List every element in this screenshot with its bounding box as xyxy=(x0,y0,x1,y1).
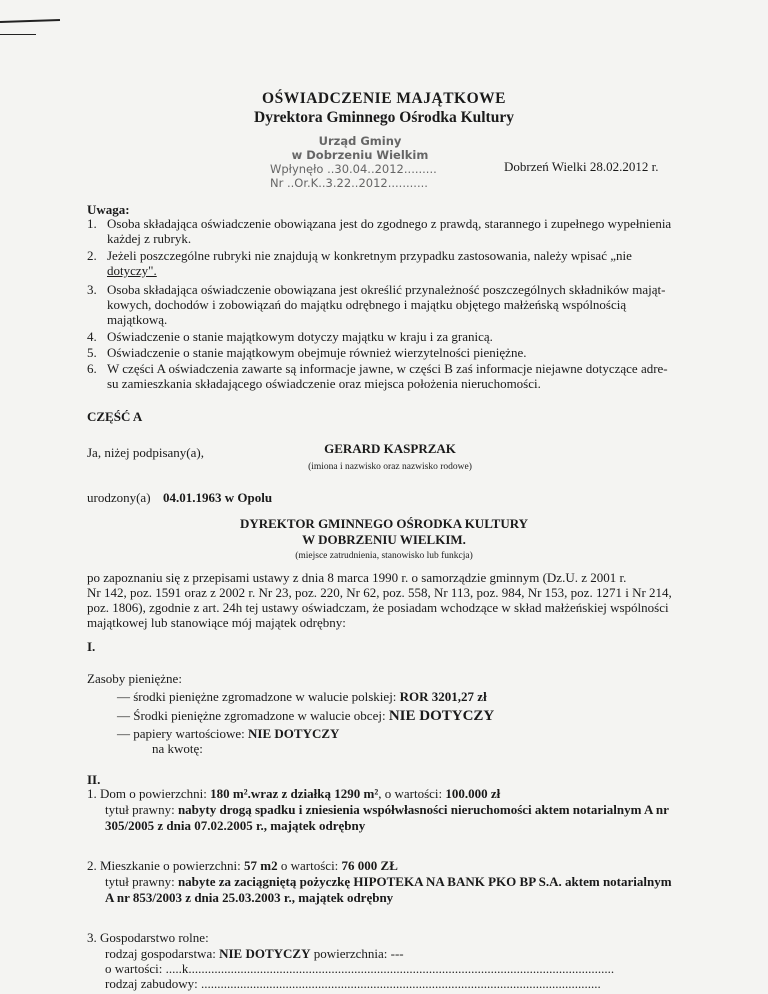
signer-name: GERARD KASPRZAK xyxy=(324,441,456,456)
flat-title-label: tytuł prawny: xyxy=(105,874,175,889)
stamp-line-4: Nr ..Or.K..3.22..2012........... xyxy=(270,176,428,190)
note-2 xyxy=(107,248,727,278)
note-line: W części A oświadczenia zawarte są informacje jawne, w części B zaś informacje niejawne dotyczące adre- xyxy=(107,361,668,376)
section-2-heading: II. xyxy=(87,772,101,787)
farm-build-line: rodzaj zabudowy: ........................................................................................................................... xyxy=(105,976,601,991)
farm-type-value: NIE DOTYCZY xyxy=(219,946,311,961)
position-line-1: DYREKTOR GMINNEGO OŚRODKA KULTURY xyxy=(239,516,529,531)
farm-area-value: --- xyxy=(390,946,404,961)
flat-row xyxy=(87,858,398,873)
flat-area: 57 m2 xyxy=(244,858,278,873)
cash-pln-value: ROR 3201,27 zł xyxy=(399,689,487,704)
position-line-2: W DOBRZENIU WIELKIM. xyxy=(302,532,466,547)
note-5 xyxy=(107,345,727,360)
house-worth-label: , o wartości: xyxy=(378,786,443,801)
note-number: 3. xyxy=(87,282,97,297)
flat-worth: 76 000 ZŁ xyxy=(341,858,398,873)
note-4 xyxy=(107,329,727,344)
signer-label: Ja, niżej podpisany(a), xyxy=(87,445,204,460)
farm-type-row xyxy=(105,946,404,961)
securities-amount-label: na kwotę: xyxy=(152,741,203,756)
note-line: dotyczy". xyxy=(107,263,157,278)
law-line: majątkowej lub stanowiące mój majątek odrębny: xyxy=(87,615,346,630)
note-line: Oświadczenie o stanie majątkowym obejmuje również wierzytelności pieniężne. xyxy=(107,345,527,360)
note-number: 1. xyxy=(87,216,97,231)
corner-mark xyxy=(0,19,60,23)
farm-label: 3. Gospodarstwo rolne: xyxy=(87,930,209,945)
section-1-heading: I. xyxy=(87,639,96,654)
house-row xyxy=(87,786,500,801)
house-worth: 100.000 zł xyxy=(445,786,501,801)
house-area: 180 m².wraz z działką 1290 m² xyxy=(210,786,379,801)
signer-caption: (imiona i nazwisko oraz nazwisko rodowe) xyxy=(308,462,472,472)
farm-worth-line: o wartości: .....k................................................................................................................................... xyxy=(105,961,615,976)
note-6 xyxy=(107,361,727,391)
note-number: 4. xyxy=(87,329,97,344)
stamp-line-1: Urząd Gminy xyxy=(318,134,402,148)
farm-area-label: powierzchnia: xyxy=(313,946,388,961)
note-line: Osoba składająca oświadczenie obowiązana jest do zgodnego z prawdą, starannego i zupełnego wypełnienia xyxy=(107,216,672,231)
note-line: su zamieszkania składającego oświadczenie oraz miejsca położenia nieruchomości. xyxy=(107,376,541,391)
securities-label: papiery wartościowe: xyxy=(133,726,245,741)
note-3 xyxy=(107,282,727,327)
note-line: Oświadczenie o stanie majątkowym dotyczy majątku w kraju i za granicą. xyxy=(107,329,493,344)
house-label: 1. Dom o powierzchni: xyxy=(87,786,207,801)
note-number: 6. xyxy=(87,361,97,376)
flat-title-line-1: nabyte za zaciągniętą pożyczkę HIPOTEKA NA BANK PKO BP S.A. aktem notarialnym xyxy=(177,874,672,889)
note-1 xyxy=(107,216,727,246)
place-date: Dobrzeń Wielki 28.02.2012 r. xyxy=(504,159,659,174)
farm-type-label: rodzaj gospodarstwa: xyxy=(105,946,216,961)
house-title-line-1: nabyty drogą spadku i zniesienia współwłasności nieruchomości aktem notarialnym A nr xyxy=(177,802,669,817)
securities-value: NIE DOTYCZY xyxy=(248,726,340,741)
note-line: kowych, dochodów i zobowiązań do majątku odrębnego i majątku objętego małżeńską wspólnością xyxy=(107,297,627,312)
flat-label: 2. Mieszkanie o powierzchni: xyxy=(87,858,241,873)
document-subtitle: Dyrektora Gminnego Ośrodka Kultury xyxy=(254,109,514,126)
law-line: poz. 1806), zgodnie z art. 24h tej ustawy oświadczam, że posiadam wchodzące w skład małżeńskiej wspólności xyxy=(87,600,669,615)
cash-foreign-label: Środki pieniężne zgromadzone w walucie obcej: xyxy=(133,708,386,723)
document-title: OŚWIADCZENIE MAJĄTKOWE xyxy=(262,90,506,107)
uwaga-label: Uwaga: xyxy=(87,202,130,217)
position-caption: (miejsce zatrudnienia, stanowisko lub funkcja) xyxy=(295,551,473,561)
cash-pln-label: środki pieniężne zgromadzone w walucie polskiej: xyxy=(133,689,397,704)
house-title-label: tytuł prawny: xyxy=(105,802,175,817)
note-line: Jeżeli poszczególne rubryki nie znajdują w konkretnym przypadku zastosowania, należy wpisać „nie xyxy=(107,248,632,263)
note-number: 2. xyxy=(87,248,97,263)
stamp-line-3: Wpłynęło ..30.04..2012......... xyxy=(270,162,437,176)
house-title xyxy=(105,802,735,817)
cash-foreign-row: — Środki pieniężne zgromadzone w walucie obcej: NIE DOTYCZY xyxy=(117,708,495,724)
receipt-stamp xyxy=(270,134,470,190)
cash-foreign-value: NIE DOTYCZY xyxy=(388,708,495,724)
flat-title-line-2: A nr 853/2003 z dnia 25.03.2003 r., majątek odrębny xyxy=(105,890,394,905)
securities-row: — papiery wartościowe: NIE DOTYCZY xyxy=(117,726,340,741)
stamp-line-2: w Dobrzeniu Wielkim xyxy=(291,148,429,162)
house-title-line-2: 305/2005 z dnia 07.02.2005 r., majątek odrębny xyxy=(105,818,366,833)
law-line: Nr 142, poz. 1591 oraz z 2002 r. Nr 23, poz. 220, Nr 62, poz. 558, Nr 113, poz. 984, Nr 153, poz. 1271 i Nr 214, xyxy=(87,585,672,600)
born-label: urodzony(a) xyxy=(87,490,151,505)
law-line: po zapoznaniu się z przepisami ustawy z dnia 8 marca 1990 r. o samorządzie gminnym (Dz.U. z 2001 r. xyxy=(87,570,627,585)
born-value: 04.01.1963 w Opolu xyxy=(163,490,273,505)
cash-pln-row: — środki pieniężne zgromadzone w walucie polskiej: ROR 3201,27 zł xyxy=(117,689,487,704)
note-number: 5. xyxy=(87,345,97,360)
law-text xyxy=(87,570,727,630)
part-a-heading: CZĘŚĆ A xyxy=(87,409,143,424)
section-1-label: Zasoby pieniężne: xyxy=(87,671,182,686)
corner-mark-2 xyxy=(0,34,36,35)
flat-worth-label: o wartości: xyxy=(280,858,339,873)
note-line: każdej z rubryk. xyxy=(107,231,192,246)
flat-title xyxy=(105,874,735,889)
note-line: majątkową. xyxy=(107,312,168,327)
note-line: Osoba składająca oświadczenie obowiązana jest określić przynależność poszczególnych składników mająt- xyxy=(107,282,666,297)
